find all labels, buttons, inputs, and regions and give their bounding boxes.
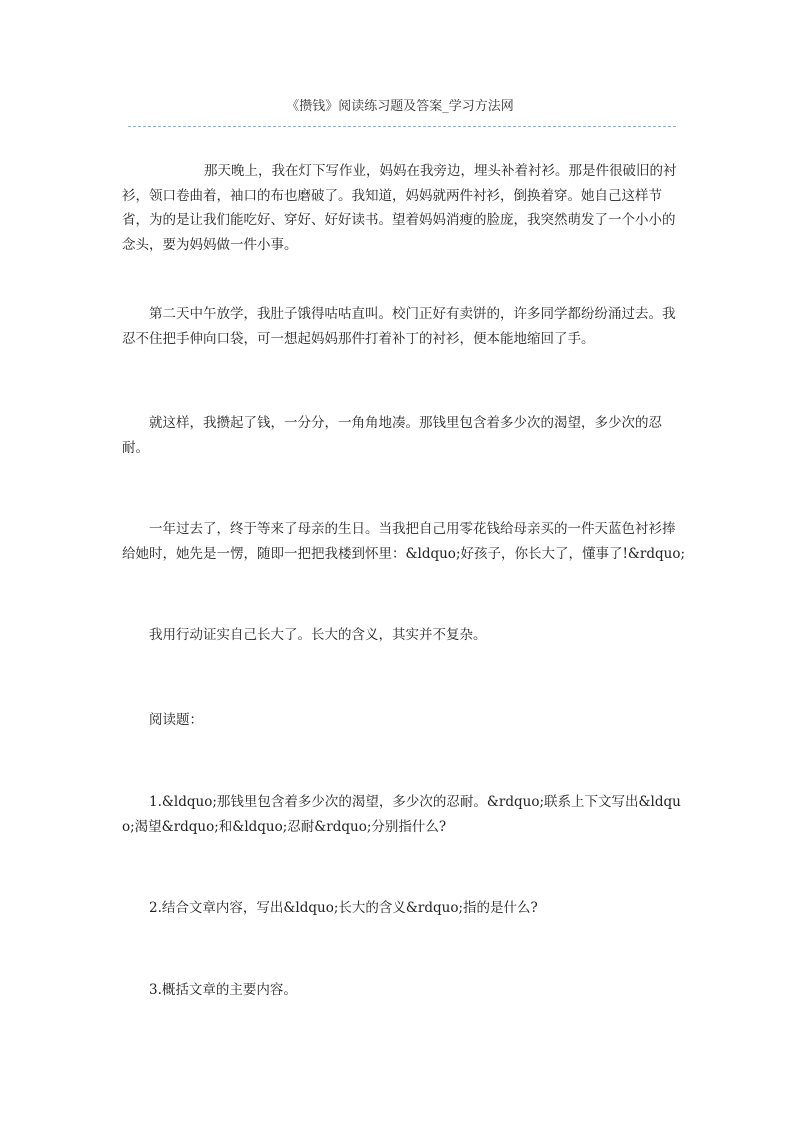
question-1: 1.&ldquo;那钱里包含着多少次的渴望，多少次的忍耐。&rdquo;联系上下文写出&ldquo;渴望&rdquo;和&ldquo;忍耐&rdquo;分别指什么? (122, 794, 681, 835)
paragraph-3: 就这样，我攒起了钱，一分分，一角角地凑。那钱里包含着多少次的渴望，多少次的忍耐。 (122, 415, 662, 456)
question-2: 2.结合文章内容，写出&ldquo;长大的含义&rdquo;指的是什么? (149, 900, 538, 916)
page-title: 《攒钱》阅读练习题及答案_学习方法网 (286, 99, 514, 114)
paragraph-1: 那天晚上，我在灯下写作业，妈妈在我旁边，埋头补着衬衫。那是件很破旧的衬衫，领口卷曲着，袖口的布也磨破了。我知道，妈妈就两件衬衫，倒换着穿。她自己这样节省，为的是让我们能吃好、穿好、好好读书。望着妈妈消瘦的脸庞，我突然萌发了一个小小的念头，要为妈妈做一件小事。 (122, 163, 677, 253)
paragraph-5: 我用行动证实自己长大了。长大的含义，其实并不复杂。 (149, 627, 487, 643)
title-divider (128, 126, 676, 127)
question-3: 3.概括文章的主要内容。 (149, 982, 297, 998)
paragraph-4: 一年过去了，终于等来了母亲的生日。当我把自己用零花钱给母亲买的一件天蓝色衬衫捧给她时，她先是一愣，随即一把把我楼到怀里：&ldquo;好孩子，你长大了，懂事了!&rdquo; (122, 521, 686, 562)
paragraph-2: 第二天中午放学，我肚子饿得咕咕直叫。校门正好有卖饼的，许多同学都纷纷涌过去。我忍不住把手伸向口袋，可一想起妈妈那件打着补丁的衬衫，便本能地缩回了手。 (122, 306, 676, 347)
questions-heading: 阅读题： (149, 712, 203, 728)
